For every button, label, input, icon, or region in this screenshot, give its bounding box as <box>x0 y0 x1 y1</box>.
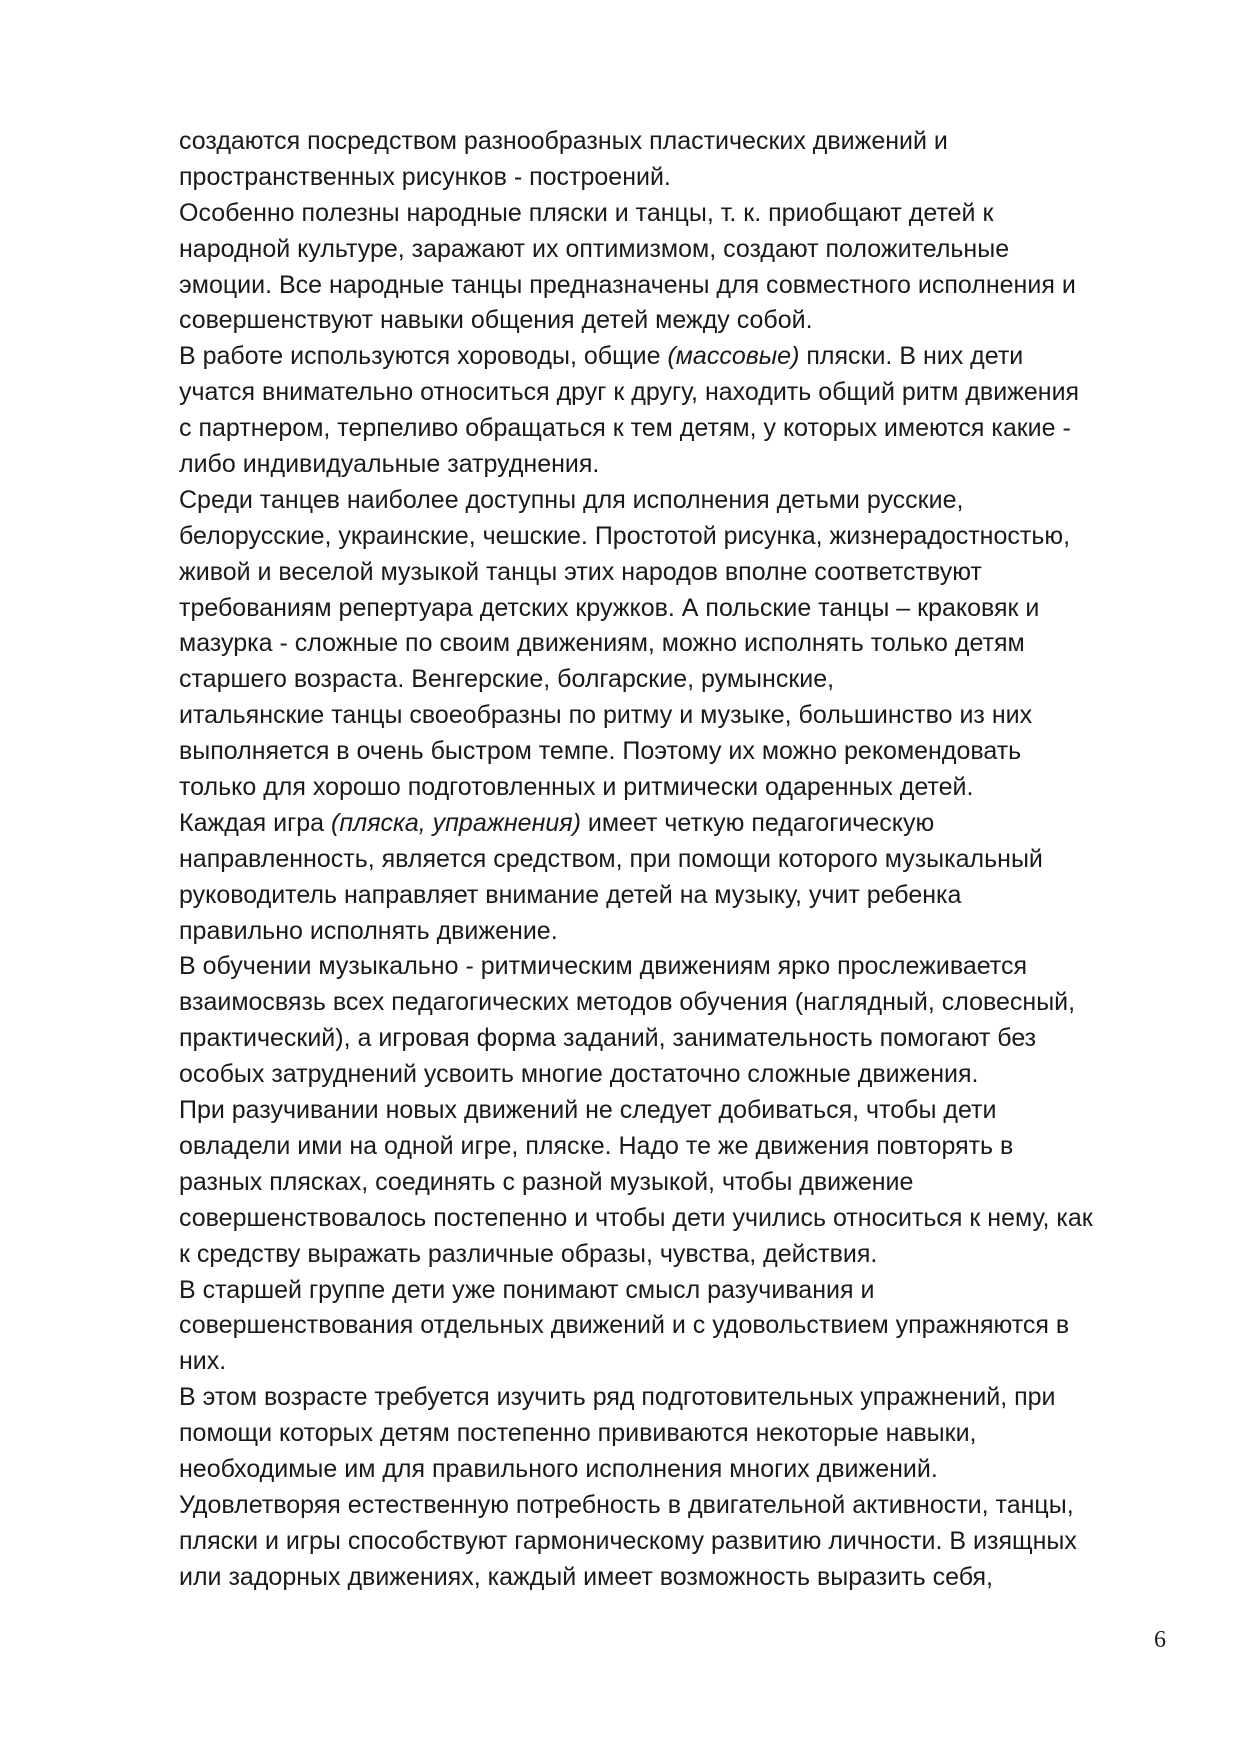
text-line: При разучивании новых движений не следует добиваться, чтобы дети <box>179 1096 997 1125</box>
text-line: правильно исполнять движение. <box>179 916 558 945</box>
text-line: особых затруднений усвоить многие достаточно сложные движения. <box>179 1060 979 1089</box>
text-line: живой и веселой музыкой танцы этих народов вполне соответствуют <box>179 557 982 586</box>
text-segment: Каждая игра <box>179 808 332 837</box>
page-number: 6 <box>1154 1627 1166 1653</box>
text-line: направленность, является средством, при помощи которого музыкальный <box>179 844 1043 873</box>
text-line: необходимые им для правильного исполнения многих движений. <box>179 1454 938 1483</box>
italic-text: (пляска, упражнения) <box>331 808 581 837</box>
body-text <box>179 124 1164 1596</box>
text-line: Особенно полезны народные пляски и танцы, т. к. приобщают детей к <box>179 198 994 227</box>
text-line: помощи которых детям постепенно прививаются некоторые навыки, <box>179 1419 977 1448</box>
text-line: В обучении музыкально - ритмическим движениям ярко прослеживается <box>179 952 1028 981</box>
text-segment: В работе используются хороводы, общие <box>179 342 668 371</box>
text-line <box>179 339 1164 375</box>
text-line: взаимосвязь всех педагогических методов обучения (наглядный, словесный, <box>179 988 1076 1017</box>
text-line: либо индивидуальные затруднения. <box>179 450 600 479</box>
text-line: Среди танцев наиболее доступны для исполнения детьми русские, <box>179 485 964 514</box>
text-line: В этом возрасте требуется изучить ряд подготовительных упражнений, при <box>179 1383 1056 1412</box>
text-line: совершенствовалось постепенно и чтобы дети учились относиться к нему, как <box>179 1203 1093 1232</box>
text-line: эмоции. Все народные танцы предназначены для совместного исполнения и <box>179 270 1076 299</box>
text-line: разных плясках, соединять с разной музыкой, чтобы движение <box>179 1167 914 1196</box>
text-line: старшего возраста. Венгерские, болгарские, румынские, <box>179 665 835 694</box>
italic-text: (массовые) <box>667 342 800 371</box>
text-segment: пляски. В них дети <box>799 342 1024 371</box>
text-line: руководитель направляет внимание детей на музыку, учит ребенка <box>179 880 962 909</box>
text-line: В старшей группе дети уже понимают смысл разучивания и <box>179 1275 875 1304</box>
text-line: овладели ими на одной игре, пляске. Надо те же движения повторять в <box>179 1131 1014 1160</box>
text-line: пространственных рисунков - построений. <box>179 162 671 191</box>
text-line <box>179 806 1164 842</box>
text-line: или задорных движениях, каждый имеет возможность выразить себя, <box>179 1562 993 1591</box>
text-line: Удовлетворяя естественную потребность в двигательной активности, танцы, <box>179 1490 1074 1519</box>
text-line: белорусские, украинские, чешские. Простотой рисунка, жизнерадостностью, <box>179 521 1071 550</box>
text-line: итальянские танцы своеобразны по ритму и музыке, большинство из них <box>179 701 1033 730</box>
text-segment: имеет четкую педагогическую <box>580 808 935 837</box>
text-line: них. <box>179 1347 227 1376</box>
text-line: учатся внимательно относиться друг к другу, находить общий ритм движения <box>179 378 1080 407</box>
text-line: совершенствования отдельных движений и с удовольствием упражняются в <box>179 1311 1070 1340</box>
text-line: создаются посредством разнообразных пластических движений и <box>179 127 948 155</box>
text-line: практический), а игровая форма заданий, занимательность помогают без <box>179 1024 1037 1053</box>
text-line: народной культуре, заражают их оптимизмом, создают положительные <box>179 234 1010 263</box>
text-line: только для хорошо подготовленных и ритмически одаренных детей. <box>179 773 974 802</box>
text-line: совершенствуют навыки общения детей между собой. <box>179 306 813 335</box>
text-line: мазурка - сложные по своим движениям, можно исполнять только детям <box>179 629 1025 658</box>
text-line: с партнером, терпеливо обращаться к тем детям, у которых имеются какие - <box>179 414 1071 443</box>
text-line: требованиям репертуара детских кружков. А польские танцы – краковяк и <box>179 593 1040 622</box>
text-line: пляски и игры способствуют гармоническому развитию личности. В изящных <box>179 1526 1077 1555</box>
text-line: выполняется в очень быстром темпе. Поэтому их можно рекомендовать <box>179 737 1022 766</box>
text-line: к средству выражать различные образы, чувства, действия. <box>179 1239 878 1268</box>
